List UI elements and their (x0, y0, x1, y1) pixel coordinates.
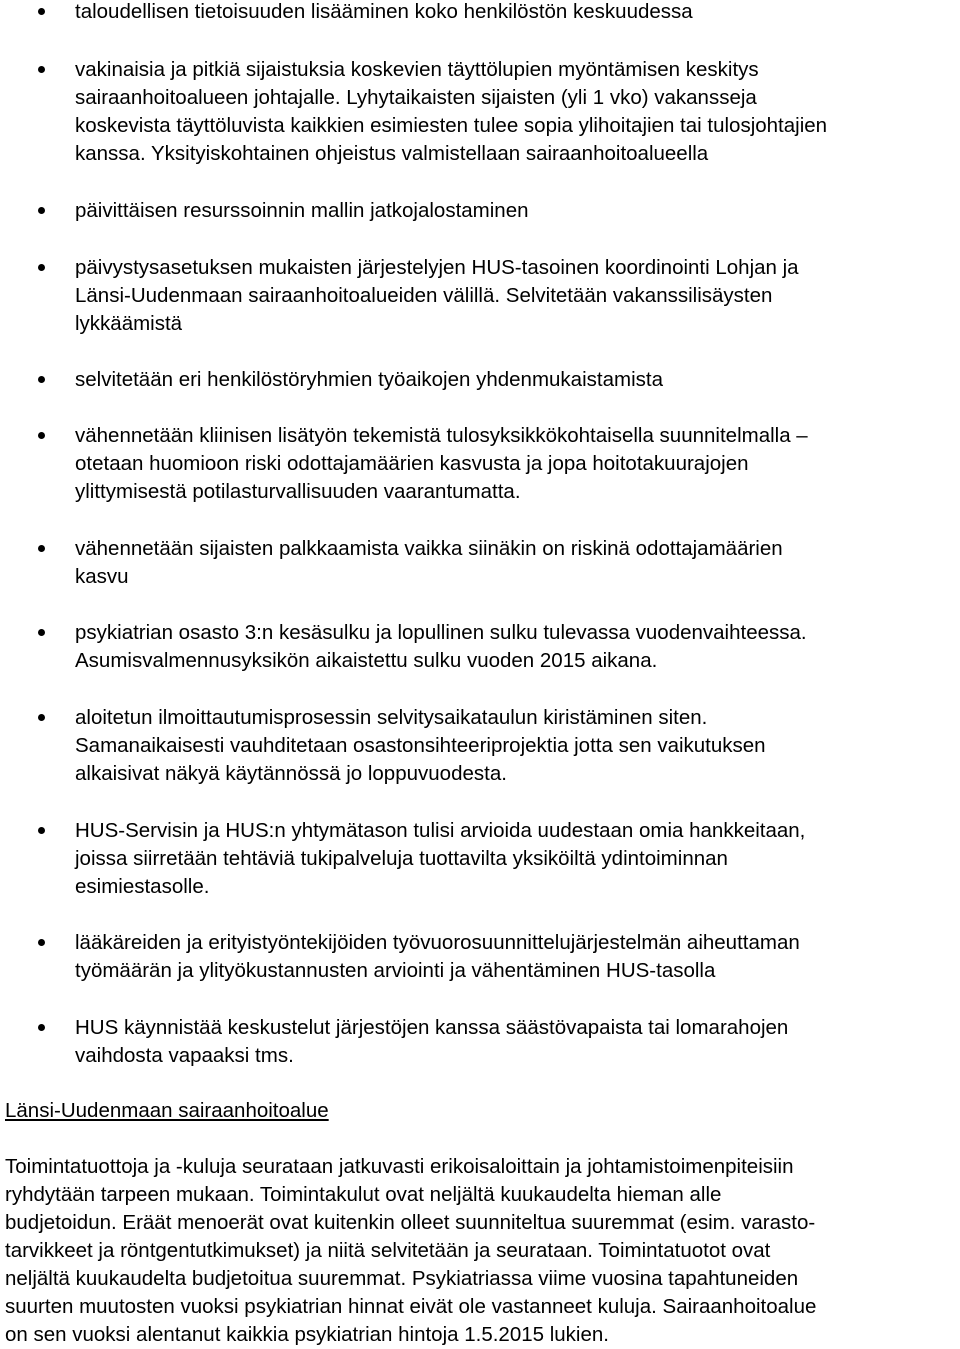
section-heading: Länsi-Uudenmaan sairaanhoitoalue (5, 1099, 329, 1122)
bullet-icon (38, 432, 45, 439)
bullet-icon (38, 714, 45, 721)
list-item-text: päivystysasetuksen mukaisten järjestelyjen HUS-tasoinen koordinointi Lohjan ja Länsi-Uudenmaan sairaanhoitoalueiden välillä. Selvitetään vakanssilisäysten lykkäämistä (75, 256, 799, 335)
list-item-text: selvitetään eri henkilöstöryhmien työaikojen yhdenmukaistamista (75, 368, 663, 391)
bullet-icon (38, 207, 45, 214)
bullet-icon (38, 629, 45, 636)
list-item-text: psykiatrian osasto 3:n kesäsulku ja lopullinen sulku tulevassa vuodenvaihteessa. Asumisvalmennusyksikön aikaistettu sulku vuoden 2015 aikana. (75, 621, 807, 672)
bullet-icon (38, 264, 45, 271)
list-item-text: HUS-Servisin ja HUS:n yhtymätason tulisi arvioida uudestaan omia hankkeitaan, joissa siirretään tehtäviä tukipalveluja tuottavilta yksiköiltä ydintoiminnan esimiestasolle. (75, 819, 806, 898)
section-paragraph: Toimintatuottoja ja -kuluja seurataan jatkuvasti erikoisaloittain ja johtamistoimenpiteisiin ryhdytään tarpeen mukaan. Toimintakulut ovat neljältä kuukaudelta hieman alle budjetoidun. Eräät menoerät ovat kuitenkin olleet suunniteltua suuremmat (esim. varasto- tarvikkeet ja röntgentutkimukset) ja niitä selvitetään ja seurataan. Toimintatuotot ovat neljältä kuukaudelta budjetoitua suuremmat. Psykiatriassa viime vuosina tapahtuneiden suurten muutosten vuoksi psykiatrian hinnat eivät ole vastanneet kuluja. Sairaanhoitoalue on sen vuoksi alentanut kaikkia psykiatrian hintoja 1.5.2015 lukien. (5, 1155, 817, 1346)
bullet-icon (38, 545, 45, 552)
bullet-icon (38, 1024, 45, 1031)
list-item-text: vähennetään kliinisen lisätyön tekemistä tulosyksikkökohtaisella suunnitelmalla – otetaan huomioon riski odottajamäärien kasvusta ja jopa hoitotakuurajojen ylittymisestä potilasturvallisuuden vaarantumatta. (75, 424, 808, 503)
bullet-icon (38, 376, 45, 383)
list-item-text: taloudellisen tietoisuuden lisääminen koko henkilöstön keskuudessa (75, 0, 693, 23)
list-item-text: päivittäisen resurssoinnin mallin jatkojalostaminen (75, 199, 529, 222)
list-item-text: vakinaisia ja pitkiä sijaistuksia koskevien täyttölupien myöntämisen keskitys sairaanhoitoalueen johtajalle. Lyhytaikaisten sijaisten (yli 1 vko) vakansseja koskevista täyttöluvista kaikkien esimiesten tulee sopia ylihoitajien tai tulosjohtajien kanssa. Yksityiskohtainen ohjeistus valmistellaan sairaanhoitoalueella (75, 58, 828, 165)
list-item-text: HUS käynnistää keskustelut järjestöjen kanssa säästövapaista tai lomarahojen vaihdosta vapaaksi tms. (75, 1016, 789, 1067)
list-item-text: lääkäreiden ja erityistyöntekijöiden työvuorosuunnittelujärjestelmän aiheuttaman työmäärän ja ylityökustannusten arviointi ja vähentäminen HUS-tasolla (75, 931, 800, 982)
bullet-icon (38, 827, 45, 834)
bullet-icon (38, 8, 45, 15)
list-item-text: vähennetään sijaisten palkkaamista vaikka siinäkin on riskinä odottajamäärien kasvu (75, 537, 783, 588)
bullet-icon (38, 66, 45, 73)
list-item-text: aloitetun ilmoittautumisprosessin selvitysaikataulun kiristäminen siten. Samanaikaisesti vauhditetaan osastonsihteeriprojektia jotta sen vaikutuksen alkaisivat näkyä käytännössä jo loppuvuodesta. (75, 706, 766, 785)
bullet-icon (38, 939, 45, 946)
